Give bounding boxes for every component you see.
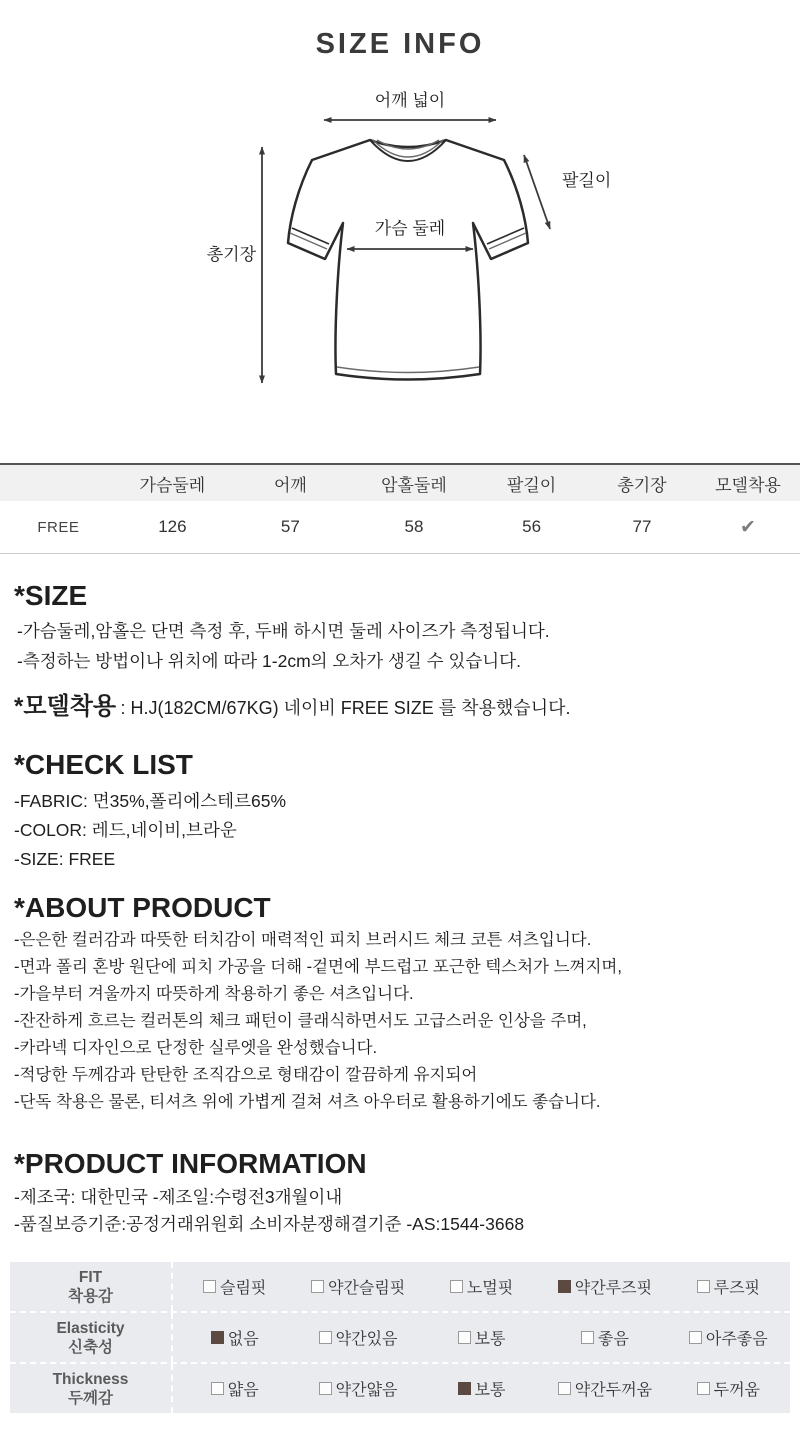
checkbox-icon	[558, 1280, 571, 1293]
fit-label-en: FIT	[78, 1268, 103, 1286]
checkbox-icon	[458, 1382, 471, 1395]
fit-option-normal	[420, 1262, 543, 1311]
size-section	[14, 580, 786, 676]
page-title: SIZE INFO	[315, 28, 485, 60]
size-name-cell: FREE	[37, 518, 80, 536]
model-worn-check-icon: ✔	[740, 516, 756, 538]
option-label: 두꺼움	[713, 1382, 760, 1399]
about-product-heading: *ABOUT PRODUCT	[14, 892, 271, 923]
check-list-heading: *CHECK LIST	[14, 749, 193, 780]
fit-row-label	[10, 1262, 173, 1311]
thickness-option-normal	[420, 1364, 543, 1413]
size-table-header-chest: 가슴둘레	[139, 475, 206, 495]
fit-option-slightly-slim	[296, 1262, 419, 1311]
elasticity-row	[10, 1311, 790, 1362]
size-table-row-free	[0, 501, 800, 554]
model-worn-heading: *모델착용	[14, 693, 117, 720]
fabric-line: -FABRIC: 면35%,폴리에스테르65%	[14, 791, 287, 811]
chest-value-cell: 126	[158, 517, 187, 536]
size-note-line: -가슴둘레,암홀은 단면 측정 후, 두배 하시면 둘레 사이즈가 측정됩니다.	[17, 621, 550, 641]
fit-option-slim	[173, 1262, 296, 1311]
elasticity-label-en: Elasticity	[56, 1319, 125, 1337]
option-label: 보통	[474, 1382, 506, 1399]
size-table-header-model: 모델착용	[715, 475, 781, 495]
model-worn-section	[14, 690, 786, 727]
thickness-option-thin	[173, 1364, 296, 1413]
shoulder-value-cell: 57	[280, 517, 300, 536]
elasticity-option-normal	[420, 1313, 543, 1362]
product-information-section	[14, 1148, 786, 1238]
sleeve-value-cell: 56	[522, 517, 542, 536]
size-note-line: -측정하는 방법이나 위치에 따라 1-2cm의 오차가 생길 수 있습니다.	[17, 651, 521, 671]
checkbox-icon	[458, 1331, 471, 1344]
option-label: 약간얇음	[335, 1382, 398, 1399]
option-label: 좋음	[597, 1331, 629, 1348]
thickness-row-label	[10, 1364, 173, 1413]
about-line: -잔잔하게 흐르는 컬러톤의 체크 패턴이 클래식하면서도 고급스러운 인상을 주며,	[14, 1012, 587, 1030]
checkbox-icon	[697, 1382, 710, 1395]
elasticity-option-very-good	[667, 1313, 790, 1362]
product-information-heading: *PRODUCT INFORMATION	[14, 1148, 367, 1179]
about-product-section	[14, 892, 786, 1116]
checkbox-icon	[311, 1280, 324, 1293]
tshirt-outline-icon	[288, 140, 528, 380]
size-table-header-shoulder: 어깨	[273, 475, 307, 495]
chest-circumference-label: 가슴 둘레	[374, 219, 446, 238]
size-table-header-row	[0, 465, 800, 501]
option-label: 약간루즈핏	[574, 1280, 653, 1297]
option-label: 얇음	[227, 1382, 259, 1399]
option-label: 없음	[227, 1331, 259, 1348]
option-label: 루즈핏	[713, 1280, 760, 1297]
about-line: -적당한 두께감과 탄탄한 조직감으로 형태감이 깔끔하게 유지되어	[14, 1066, 478, 1084]
sleeve-length-arrow	[524, 155, 611, 229]
size-line: -SIZE: FREE	[14, 849, 116, 869]
option-label: 약간두꺼움	[574, 1382, 653, 1399]
option-label: 노멀핏	[466, 1280, 514, 1297]
option-label: 약간있음	[335, 1331, 398, 1348]
about-line: -면과 폴리 혼방 원단에 피치 가공을 더해 -겉면에 부드럽고 포근한 텍스처가 느껴지며,	[14, 958, 622, 976]
size-table-header-armhole: 암홀둘레	[381, 475, 447, 495]
shoulder-width-arrow	[324, 90, 496, 120]
checkbox-icon	[203, 1280, 216, 1293]
about-line: -카라넥 디자인으로 단정한 실루엣을 완성했습니다.	[14, 1039, 378, 1057]
product-info-line: -품질보증기준:공정거래위원회 소비자분쟁해결기준 -AS:1544-3668	[14, 1214, 525, 1234]
armhole-value-cell: 58	[404, 517, 424, 536]
total-length-arrow	[207, 147, 262, 383]
about-line: -단독 착용은 물론, 티셔츠 위에 가볍게 걸쳐 셔츠 아우터로 활용하기에도 좋습니다.	[14, 1093, 601, 1111]
size-table-header-length: 총기장	[617, 475, 667, 495]
product-info-line: -제조국: 대한민국 -제조일:수령전3개월이내	[14, 1187, 343, 1207]
option-label: 약간슬림핏	[327, 1280, 406, 1297]
length-value-cell: 77	[632, 517, 652, 536]
thickness-label-ko: 두께감	[68, 1389, 113, 1407]
option-label: 슬림핏	[220, 1280, 267, 1297]
fit-option-loose	[667, 1262, 790, 1311]
checkbox-icon	[558, 1382, 571, 1395]
checkbox-icon	[211, 1382, 224, 1395]
fit-label-ko: 착용감	[68, 1287, 113, 1305]
thickness-row	[10, 1362, 790, 1413]
option-label: 아주좋음	[705, 1331, 768, 1348]
option-label: 보통	[474, 1331, 506, 1348]
total-length-label: 총기장	[206, 245, 256, 264]
elasticity-option-slight	[296, 1313, 419, 1362]
check-list-section	[14, 749, 786, 874]
checkbox-icon	[319, 1331, 332, 1344]
tshirt-measurement-diagram	[0, 83, 800, 413]
checkbox-icon	[581, 1331, 594, 1344]
about-line: -은은한 컬러감과 따뜻한 터치감이 매력적인 피치 브러시드 체크 코튼 셔츠입니다.	[14, 931, 592, 949]
fit-row	[10, 1262, 790, 1311]
checkbox-icon	[211, 1331, 224, 1344]
thickness-option-thick	[667, 1364, 790, 1413]
elasticity-row-label	[10, 1313, 173, 1362]
elasticity-option-good	[543, 1313, 666, 1362]
checkbox-icon	[697, 1280, 710, 1293]
checkbox-icon	[689, 1331, 702, 1344]
shoulder-width-label: 어깨 넓이	[374, 91, 446, 110]
fit-option-slightly-loose	[543, 1262, 666, 1311]
tshirt-diagram-svg	[0, 83, 800, 413]
checkbox-icon	[319, 1382, 332, 1395]
size-spec-table	[0, 463, 800, 554]
color-line: -COLOR: 레드,네이비,브라운	[14, 820, 237, 840]
elasticity-label-ko: 신축성	[68, 1338, 113, 1356]
checkbox-icon	[450, 1280, 463, 1293]
size-section-heading: *SIZE	[14, 580, 88, 611]
sleeve-length-label: 팔길이	[562, 171, 612, 190]
thickness-option-slightly-thick	[543, 1364, 666, 1413]
product-attributes-table	[10, 1262, 790, 1413]
about-line: -가을부터 겨울까지 따뜻하게 착용하기 좋은 셔츠입니다.	[14, 985, 414, 1003]
model-worn-text: : H.J(182CM/67KG) 네이비 FREE SIZE 를 착용했습니다.	[120, 698, 571, 718]
elasticity-option-none	[173, 1313, 296, 1362]
size-table-header-sleeve: 팔길이	[506, 475, 557, 495]
thickness-option-slightly-thin	[296, 1364, 419, 1413]
thickness-label-en: Thickness	[52, 1370, 129, 1388]
